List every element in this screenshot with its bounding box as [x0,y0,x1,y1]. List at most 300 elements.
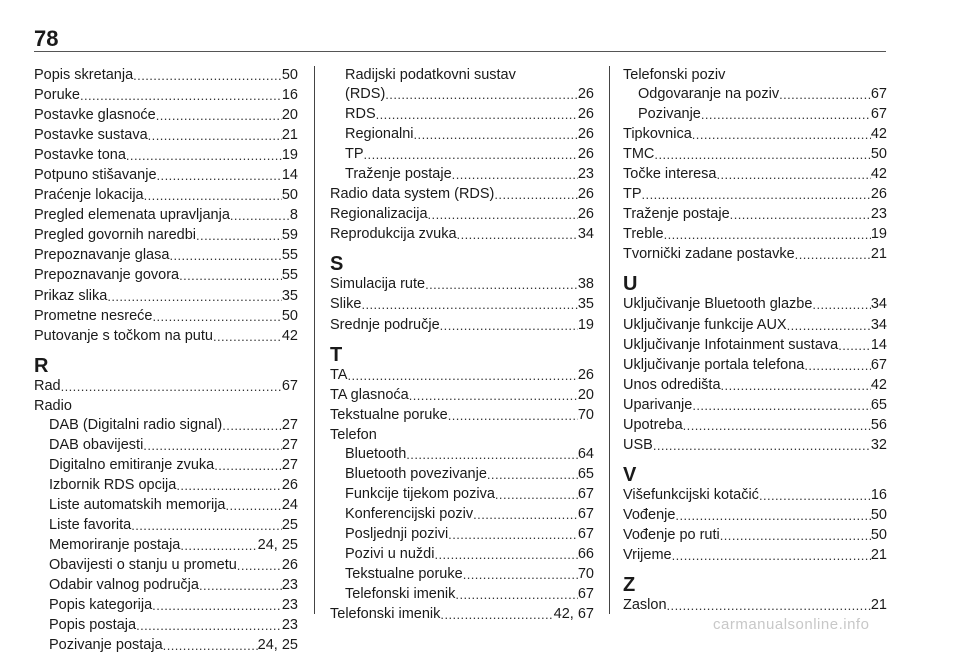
index-entry [623,165,887,185]
index-subentry [623,105,887,125]
dot-leader [222,416,282,436]
index-entry [623,225,887,245]
index-term: Popis postaja [49,617,137,634]
index-page-ref: 66 [577,545,594,562]
index-page-ref: 70 [577,406,594,423]
index-entry [34,126,298,146]
index-page-ref: 67 [577,485,594,502]
index-entry [623,295,887,315]
index-term: Radio data system (RDS) [330,186,495,203]
index-term: Radijski podatkovni sustav [345,67,516,83]
index-term: RDS [345,106,376,123]
index-entry [34,186,298,206]
index-entry [34,106,298,126]
index-term: Popis skretanja [34,67,134,83]
dot-leader [406,445,578,465]
dot-leader [163,636,258,656]
index-page-ref: 26 [577,206,594,223]
index-term: Tekstualne poruke [330,406,448,423]
index-page-ref: 59 [281,227,298,244]
column-divider [314,66,315,614]
index-page-ref: 56 [870,416,887,433]
index-page-ref: 14 [281,167,298,184]
dot-leader [126,146,282,166]
dot-leader [473,505,578,525]
index-page-ref: 50 [870,506,887,523]
dot-leader [180,536,257,556]
index-entry [623,336,887,356]
index-page-ref: 42 [870,376,887,393]
dot-leader [667,596,871,616]
index-subentry [34,456,298,476]
index-entry [623,546,887,566]
index-page-ref: 8 [289,207,298,224]
column-divider [609,66,610,614]
dot-leader [787,316,871,336]
index-term: Simulacija rute [330,276,426,293]
dot-leader [664,225,871,245]
dot-leader [361,295,577,315]
index-term: Prepoznavanje govora [34,267,180,284]
dot-leader [237,556,282,576]
index-entry [623,526,887,546]
index-entry [623,125,887,145]
index-page-ref: 67 [577,586,594,603]
dot-leader [133,66,282,86]
index-entry [34,246,298,266]
index-term: Tipkovnica [623,126,692,143]
index-entry [34,287,298,307]
index-entry [623,416,887,436]
index-term: Liste favorita [49,516,132,533]
index-page-ref: 26 [577,126,594,143]
index-term: Poruke [34,87,80,104]
index-term: Uparivanje [623,396,693,413]
index-page-ref: 34 [577,226,594,243]
dot-leader [654,145,870,165]
dot-leader [494,185,577,205]
index-term: Treble [623,226,664,243]
index-column-2 [330,66,594,625]
dot-leader [226,496,282,516]
index-entry [34,86,298,106]
index-subentry [330,445,594,465]
dot-leader [107,287,282,307]
dot-leader [148,126,282,146]
dot-leader [448,525,578,545]
index-term: Popis kategorija [49,597,153,614]
index-term: Radio [34,397,72,414]
index-entry [34,327,298,347]
dot-leader [452,165,578,185]
dot-leader [463,565,578,585]
index-page-ref: 24, 25 [257,537,298,554]
index-term: Prikaz slika [34,287,108,304]
dot-leader [409,386,578,406]
index-page-ref: 26 [577,366,594,383]
index-subentry [330,85,594,105]
index-subentry [330,565,594,585]
index-page-ref: 19 [281,147,298,164]
dot-leader [487,465,578,485]
index-page-ref: 14 [870,336,887,353]
index-subentry [330,105,594,125]
index-term: Regionalizacija [330,206,428,223]
index-term: Točke interesa [623,166,717,183]
index-term: Telefonski imenik [330,606,441,623]
index-letter-heading: Z [623,574,636,597]
index-entry [623,316,887,336]
dot-leader [364,145,578,165]
index-entry [623,356,887,376]
index-term: Rad [34,377,61,394]
index-term: Pozivanje [638,106,701,123]
index-page-ref: 21 [870,597,887,614]
dot-leader [425,275,578,295]
index-subentry [34,496,298,516]
dot-leader [692,396,871,416]
index-letter-heading: R [34,354,49,377]
index-page-ref: 70 [577,566,594,583]
index-page-ref: 67 [577,525,594,542]
dot-leader [701,105,871,125]
dot-leader [136,616,282,636]
index-page-ref: 34 [870,296,887,313]
index-term: Digitalno emitiranje zvuka [49,456,215,473]
index-term: Prometne nesreće [34,307,153,324]
index-page-ref: 35 [281,287,298,304]
index-page-ref: 67 [281,377,298,394]
index-entry [623,506,887,526]
index-term: Pregled govornih naredbi [34,227,197,244]
index-page-ref: 21 [870,546,887,563]
index-subentry [34,616,298,636]
index-subentry [330,545,594,565]
index-term: Vrijeme [623,546,672,563]
index-subentry [34,436,298,456]
index-page-ref: 27 [281,436,298,453]
index-letter-heading: V [623,463,637,486]
dot-leader [214,456,282,476]
index-page-ref: 50 [281,307,298,324]
index-term: Bluetooth povezivanje [345,465,487,482]
dot-leader [457,225,578,245]
index-page-ref: 23 [281,597,298,614]
index-entry [330,205,594,225]
dot-leader [838,336,871,356]
index-page-ref: 50 [281,187,298,204]
index-term: TA [330,366,348,383]
index-term: Telefonski poziv [623,67,726,83]
header-divider [34,51,886,52]
dot-leader [196,226,282,246]
dot-leader [653,436,871,456]
index-entry [330,295,594,315]
index-entry [330,225,594,245]
index-entry [34,377,298,397]
dot-leader [213,327,282,347]
index-entry [34,307,298,327]
index-term: Memoriranje postaja [49,537,181,554]
index-term: Posljednji pozivi [345,525,449,542]
index-page-ref: 50 [281,67,298,83]
index-page-ref: 50 [870,526,887,543]
index-page-ref: 42 [281,327,298,344]
index-entry [34,206,298,226]
dot-leader [675,506,870,526]
index-term: DAB obavijesti [49,436,144,453]
index-term: Obavijesti o stanju u prometu [49,557,237,574]
dot-leader [428,205,578,225]
dot-leader [152,596,282,616]
index-letter-heading: T [330,343,343,366]
index-entry [34,226,298,246]
index-page-ref: 26 [577,106,594,123]
index-term: Pozivi u nuždi [345,545,435,562]
dot-leader [80,86,282,106]
index-subentry [34,556,298,576]
dot-leader [720,526,871,546]
dot-leader [176,476,282,496]
index-term: Praćenje lokacija [34,187,144,204]
index-term: Bluetooth [345,445,407,462]
index-entry [330,185,594,205]
index-page-ref: 34 [870,316,887,333]
index-subentry [34,516,298,536]
index-page-ref: 55 [281,267,298,284]
index-entry [623,245,887,265]
index-term: Konferencijski poziv [345,505,474,522]
index-term: Funkcije tijekom poziva [345,485,495,502]
dot-leader [440,605,553,625]
index-term: Prepoznavanje glasa [34,247,170,264]
dot-leader [230,206,290,226]
index-term: Slike [330,296,362,313]
index-page-ref: 67 [870,106,887,123]
watermark: carmanualsonline.info [713,616,870,633]
index-page-ref: 16 [870,486,887,503]
dot-leader [152,307,281,327]
dot-leader [721,376,871,396]
dot-leader [672,546,871,566]
index-page-ref: 35 [577,296,594,313]
dot-leader [795,245,871,265]
index-term: (RDS) [345,86,386,103]
dot-leader [376,105,578,125]
index-term: DAB (Digitalni radio signal) [49,416,223,433]
index-page-ref: 26 [281,476,298,493]
dot-leader [730,205,871,225]
index-page-ref: 19 [870,226,887,243]
index-subentry [34,596,298,616]
index-page-ref: 26 [281,557,298,574]
index-page-ref: 64 [577,445,594,462]
index-term: Izbornik RDS opcija [49,476,177,493]
index-term: Srednje područje [330,316,440,333]
index-page-ref: 50 [870,146,887,163]
index-subentry [34,476,298,496]
index-term: Tekstualne poruke [345,566,463,583]
index-term: Tvornički zadane postavke [623,246,795,263]
index-entry [623,396,887,416]
index-term: Postavke sustava [34,127,148,144]
index-term: Odabir valnog područja [49,577,199,594]
index-term: Putovanje s točkom na putu [34,327,213,344]
index-term: Uključivanje Bluetooth glazbe [623,296,813,313]
index-entry [34,166,298,186]
index-term: Uključivanje funkcije AUX [623,316,787,333]
index-term: Postavke tona [34,147,126,164]
page-number: 78 [34,26,59,51]
index-term: TMC [623,146,655,163]
index-term: Pozivanje postaja [49,637,163,654]
index-term: Postavke glasnoće [34,107,156,124]
dot-leader [157,166,282,186]
index-subentry [330,505,594,525]
dot-leader [434,545,577,565]
dot-leader [759,486,871,506]
index-page-ref: 26 [870,186,887,203]
dot-leader [144,186,282,206]
dot-leader [169,246,281,266]
index-page-ref: 19 [577,316,594,333]
index-page-ref: 67 [577,505,594,522]
index-term: Telefonski imenik [345,586,456,603]
dot-leader [683,416,871,436]
index-term: Uključivanje Infotainment sustava [623,336,839,353]
dot-leader [61,377,282,397]
index-entry [330,275,594,295]
index-page-ref: 26 [577,146,594,163]
index-entry [623,486,887,506]
dot-leader [495,485,578,505]
index-term: Odgovaranje na poziv [638,86,780,103]
dot-leader [804,356,871,376]
index-page-ref: 55 [281,247,298,264]
index-term: Unos odredišta [623,376,721,393]
index-page-ref: 16 [281,87,298,104]
index-page-ref: 20 [577,386,594,403]
dot-leader [779,85,871,105]
index-group-label [34,397,298,416]
index-page-ref: 42 [870,126,887,143]
index-entry [34,66,298,86]
index-page-ref: 27 [281,456,298,473]
dot-leader [179,266,282,286]
index-subentry [34,536,298,556]
index-page-ref: 65 [577,465,594,482]
index-term: Traženje postaje [623,206,730,223]
index-subentry [330,165,594,185]
index-column-3 [623,66,887,616]
dot-leader [455,585,577,605]
index-entry [330,406,594,426]
index-group-label [330,426,594,445]
index-page-ref: 20 [281,107,298,124]
index-page-ref: 21 [870,246,887,263]
index-column-1 [34,66,298,656]
index-entry [623,376,887,396]
index-entry [330,605,594,625]
index-page-ref: 21 [281,127,298,144]
index-term: USB [623,436,653,453]
dot-leader [440,316,578,336]
index-entry [623,436,887,456]
index-page-ref: 27 [281,416,298,433]
index-page-ref: 23 [281,577,298,594]
dot-leader [692,125,871,145]
index-page-ref: 25 [281,516,298,533]
index-entry [330,366,594,386]
index-subentry [34,636,298,656]
index-page-ref: 67 [870,356,887,373]
index-page-ref: 24 [281,496,298,513]
index-term: Regionalni [345,126,414,143]
index-page-ref: 32 [870,436,887,453]
index-entry [330,316,594,336]
dot-leader [143,436,282,456]
index-entry [623,205,887,225]
index-page-ref: 65 [870,396,887,413]
index-letter-heading: S [330,253,344,276]
index-subentry [330,585,594,605]
index-term: Višefunkcijski kotačić [623,486,759,503]
index-term: Pregled elemenata upravljanja [34,207,230,224]
dot-leader [717,165,871,185]
index-subentry [330,465,594,485]
index-term: Liste automatskih memorija [49,496,226,513]
index-subentry [330,125,594,145]
index-term: TA glasnoća [330,386,409,403]
index-page-ref: 67 [870,86,887,103]
index-subentry [330,525,594,545]
index-entry [623,145,887,165]
index-page-ref: 24, 25 [257,637,298,654]
index-subentry [330,485,594,505]
dot-leader [812,295,870,315]
index-term: TP [623,186,642,203]
index-entry [623,185,887,205]
index-term: Vođenje po ruti [623,526,720,543]
index-subentry [330,145,594,165]
index-page-ref: 26 [577,186,594,203]
index-page-ref: 38 [577,276,594,293]
dot-leader [347,366,577,386]
index-subentry [34,576,298,596]
index-page-ref: 42 [870,166,887,183]
index-term: Vođenje [623,506,676,523]
index-term: Telefon [330,426,377,443]
dot-leader [414,125,578,145]
index-term: Upotreba [623,416,683,433]
index-page-ref: 23 [577,166,594,183]
index-group-label [330,66,594,85]
dot-leader [199,576,282,596]
index-page-ref: 23 [281,617,298,634]
index-group-label [623,66,887,85]
index-subentry [623,85,887,105]
index-entry [34,146,298,166]
index-term: Reprodukcija zvuka [330,226,457,243]
dot-leader [448,406,578,426]
index-entry [330,386,594,406]
index-term: Traženje postaje [345,166,452,183]
dot-leader [156,106,282,126]
index-entry [34,266,298,286]
dot-leader [385,85,578,105]
index-term: Potpuno stišavanje [34,167,157,184]
index-term: Zaslon [623,597,667,614]
